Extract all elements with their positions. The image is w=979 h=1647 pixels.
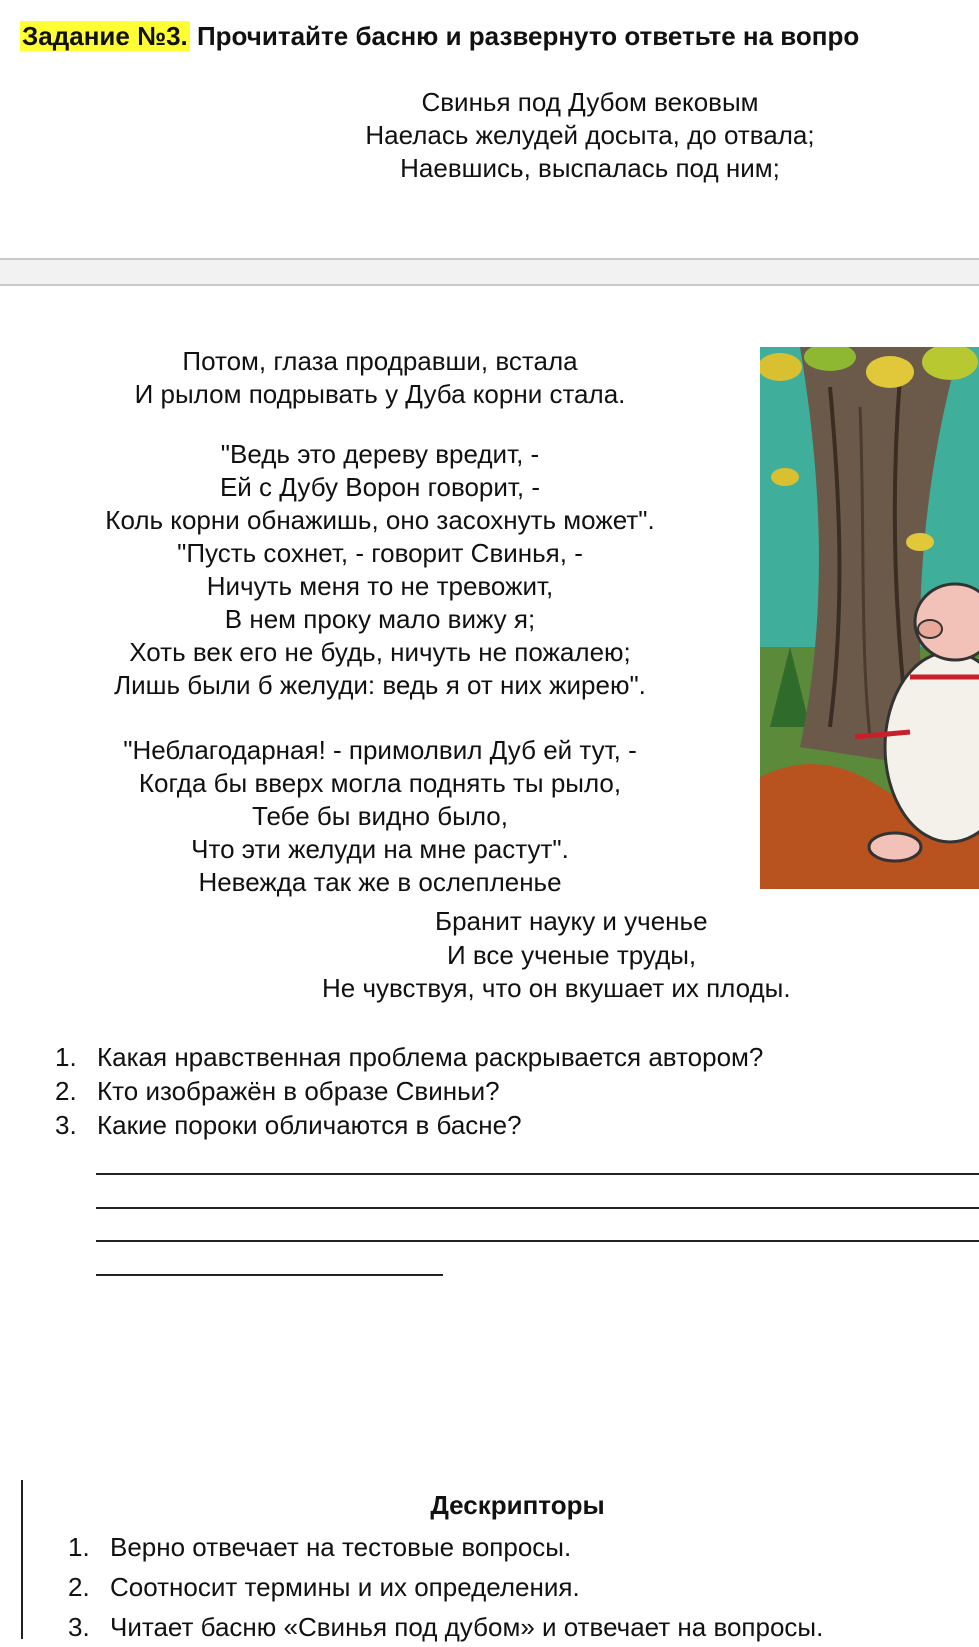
answer-line[interactable] [96, 1173, 979, 1175]
descriptor-text: Читает басню «Свинья под дубом» и отвечает на вопросы. [110, 1612, 824, 1642]
descriptors-title: Дескрипторы [430, 1490, 605, 1520]
fable-ending-line: Не чувствуя, что он вкушает их плоды. [322, 973, 791, 1003]
descriptor-number: 1. [68, 1532, 90, 1562]
question-item [55, 1074, 763, 1108]
task-header [20, 18, 979, 58]
verse-line: Коль корни обнажишь, оно засохнуть может". [105, 505, 655, 535]
verse-line: В нем проку мало вижу я; [224, 604, 536, 634]
verse-line: Наелась желудей досыта, до отвала; [365, 120, 815, 150]
question-number: 1. [55, 1042, 77, 1072]
question-item [55, 1108, 763, 1142]
task-instruction: Прочитайте басню и развернуто ответьте на вопро [196, 21, 860, 51]
descriptor-item [68, 1567, 823, 1607]
verse-line: Невежда так же в ослепленье [198, 867, 562, 897]
descriptor-text: Верно отвечает на тестовые вопросы. [110, 1532, 572, 1562]
verse-line: Тебе бы видно было, [252, 801, 508, 831]
descriptor-number: 3. [68, 1612, 90, 1642]
verse-line: "Пусть сохнет, - говорит Свинья, - [177, 538, 583, 568]
answer-line[interactable] [96, 1240, 979, 1242]
stanza-3 [40, 438, 720, 702]
fable-ending-line: И все ученые труды, [447, 940, 697, 970]
question-item [55, 1040, 763, 1074]
descriptor-item [68, 1607, 823, 1647]
pig-under-oak-illustration [760, 347, 979, 889]
descriptor-item [68, 1527, 823, 1567]
question-text: Кто изображён в образе Свиньи? [97, 1076, 500, 1106]
descriptor-list [68, 1527, 823, 1647]
question-number: 2. [55, 1076, 77, 1106]
verse-line: Ей с Дубу Ворон говорит, - [219, 472, 541, 502]
verse-line: Лишь были б желуди: ведь я от них жирею". [114, 670, 646, 700]
verse-line: Когда бы вверх могла поднять ты рыло, [138, 768, 622, 798]
verse-line: Что эти желуди на мне растут". [191, 834, 569, 864]
page-divider-bottom [0, 284, 979, 286]
descriptor-number: 2. [68, 1572, 90, 1602]
stanza-4 [40, 734, 720, 899]
verse-line: "Ведь это дереву вредит, - [220, 439, 540, 469]
fable-ending-line: Бранит науку и ученье [435, 906, 708, 936]
verse-line: Ничуть меня то не тревожит, [206, 571, 554, 601]
answer-line[interactable] [96, 1274, 443, 1276]
verse-line: Потом, глаза продравши, встала [182, 346, 578, 376]
verse-line: И рылом подрывать у Дуба корни стала. [134, 379, 626, 409]
verse-line: Хоть век его не будь, ничуть не пожалею; [129, 637, 631, 667]
answer-line[interactable] [96, 1207, 979, 1209]
stanza-1 [300, 86, 880, 185]
verse-line: Наевшись, выспалась под ним; [400, 153, 780, 183]
task-number-label: Задание №3. [22, 21, 188, 51]
question-text: Какая нравственная проблема раскрывается автором? [97, 1042, 764, 1072]
question-number: 3. [55, 1110, 77, 1140]
question-text: Какие пороки обличаются в басне? [97, 1110, 522, 1140]
descriptor-text: Соотносит термины и их определения. [110, 1572, 580, 1602]
question-list [55, 1040, 763, 1142]
verse-line: "Неблагодарная! - примолвил Дуб ей тут, - [123, 735, 637, 765]
verse-line: Свинья под Дубом вековым [421, 87, 759, 117]
stanza-2 [40, 345, 720, 411]
page-gap-band [0, 260, 979, 284]
